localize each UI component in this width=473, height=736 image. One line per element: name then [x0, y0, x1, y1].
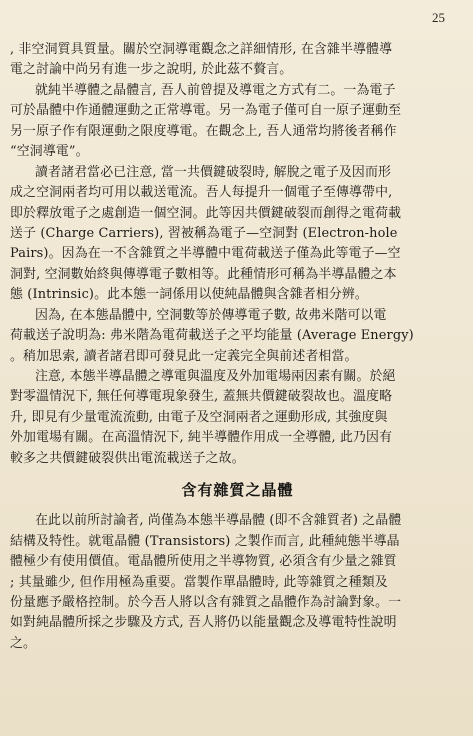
- text-line: 成之空洞兩者均可用以載送電流。吾人每提升一個電子至傳導帶中,: [10, 185, 393, 201]
- text-line: 較多之共價鍵破裂供出電流載送子之故。: [10, 450, 245, 466]
- text-line: 就純半導體之晶體言, 吾人前曾提及導電之方式有二。一為電子: [35, 82, 396, 98]
- text-line: , 非空洞質具質量。關於空洞導電觀念之詳細情形, 在含雜半導體導: [10, 42, 393, 57]
- text-line: 可於晶體中作通體運動之正常導電。另一為電子僅可自一原子運動至: [10, 103, 402, 119]
- text-line: 體極少有使用價值。電晶體所使用之半導物質, 必須含有少量之雜質: [10, 554, 397, 570]
- text-line: 升, 即見有少量電流流動, 由電子及空洞兩者之運動形成, 其強度與: [10, 409, 388, 425]
- text-line: 注意, 本態半導晶體之導電與溫度及外加電場兩因素有關。於絕: [35, 369, 396, 384]
- text-line: 讀者諸君當必已注意, 當一共價鍵破裂時, 解脫之電子及因而形: [35, 164, 392, 180]
- body-text: [10, 40, 465, 654]
- text-line: 之。: [10, 635, 37, 651]
- text-line: 洞對, 空洞數始終與傳導電子數相等。此種情形可稱為半導晶體之本: [10, 266, 397, 282]
- text-line: 另一原子作有限運動之限度導電。在觀念上, 吾人通常均將後者稱作: [10, 123, 397, 139]
- text-line: 因為, 在本態晶體中, 空洞數等於傳導電子數, 故弗米階可以電: [35, 307, 387, 323]
- text-line: “空洞導電”。: [10, 144, 89, 160]
- text-line: 送子 (Charge Carriers), 習被稱為電子—空洞對 (Electron-hole: [10, 225, 398, 241]
- text-line: 在此以前所討論者, 尚僅為本態半導晶體 (即不含雜質者) 之晶體: [35, 513, 402, 529]
- text-line: 電之討論中尚另有進一步之說明, 於此茲不贅言。: [10, 62, 293, 78]
- text-line: 份量應予嚴格控制。於今吾人將以含有雜質之晶體作為討論對象。一: [10, 594, 402, 610]
- text-line: 結構及特性。就電晶體 (Transistors) 之製作而言, 此種純態半導晶: [10, 533, 400, 549]
- page-number: 25: [432, 10, 445, 25]
- text-line: 態 (Intrinsic)。此本態一詞係用以使純晶體與含雜者相分辨。: [10, 287, 368, 303]
- text-line: 外加電場有關。在高溫情況下, 純半導體作用成一全導體, 此乃因有: [10, 430, 393, 446]
- text-line: 即於釋放電子之處創造一個空洞。此等因共價鍵破裂而創得之電荷載: [10, 205, 402, 221]
- text-line: ; 其量雖少, 但作用極為重要。當製作單晶體時, 此等雜質之種類及: [10, 574, 388, 590]
- text-line: 對零溫情況下, 無任何導電現象發生, 蓋無共價鍵破裂故也。溫度略: [10, 389, 393, 405]
- text-line: 荷載送子說明為: 弗米階為電荷載送子之平均能量 (Average Energy): [10, 328, 414, 344]
- text-line: 。稍加思索, 讀者諸君即可發見此一定義完全與前述者相當。: [10, 348, 358, 364]
- text-line: 如對純晶體所採之步驟及方式, 吾人將仍以能量觀念及導電特性說明: [10, 615, 397, 631]
- text-line: Pairs)。因為在一不含雜質之半導體中電荷載送子僅為此等電子—空: [10, 246, 401, 262]
- section-heading: 含有雜質之晶體: [181, 481, 294, 500]
